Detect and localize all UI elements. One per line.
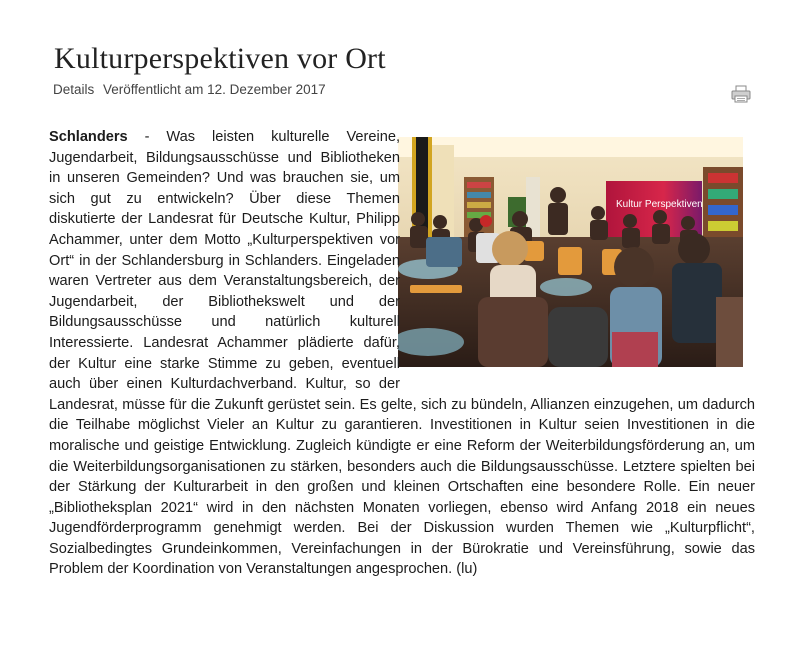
article-dateline: Schlanders [49, 129, 128, 145]
print-icon[interactable] [731, 85, 751, 103]
article-title: Kulturperspektiven vor Ort [54, 42, 386, 76]
photo-banner-text: Kultur Perspektiven [616, 199, 703, 210]
article-body-text: - Was leisten kulturelle Vereine, Jugendarbeit, Bildungsausschüsse und Bibliotheken in unseren Gemeinden? Und was brauchen sie, um sich gut zu entwickeln? Über diese Themen diskutierte der Landesrat für Deutsche Kultur, Philipp Achammer, unter dem Motto „Kulturperspektiven vor Ort“ in der Schlandersburg in Schlanders. Eingeladen waren Vertreter aus dem Veranstaltungsbereich, der Jugendarbeit, der Bibliothekswelt und der Bildungsausschüsse und natürlich kulturell Interessierte. Landesrat Achammer plädierte dafür, der Kultur eine starke Stimme zu geben, eventuell auch über einen Kulturdachverband. Kultur, so der Landesrat, müsse für die Zukunft gerüstet sein. Es gelte, sich zu bündeln, Allianzen einzugehen, um dadurch die Teilhabe möglichst Vieler an Kultur zu garantieren. Investitionen in Kultur seien Investitionen in die moralische und geistige Entwicklung. Zugleich kündigte er eine Reform der Weiterbildungsförderung an, um die Weiterbildungsorganisationen zu stärken, besonders auch die Bildungsausschüsse. Letztere spielten bei der Stärkung der Kulturarbeit in den großen und kleinen Ortschaften eine besondere Rolle. Ein neuer „Bibliotheksplan 2021“ wird in den nächsten Monaten vorliegen, ebenso wird Anfang 2018 ein neues Jugendförderprogramm genehmigt werden. Bei der Diskussion wurden Themen wie „Kulturpflicht“, Sozialbedingtes Grundeinkommen, Vereinfachungen in der Bürokratie und Vereinsführung, sowie das Problem der Koordination von Veranstaltungen angesprochen. (lu) [49, 129, 755, 578]
article-meta [53, 82, 331, 97]
meta-details-label: Details [53, 82, 95, 97]
meta-published-date: Veröffentlicht am 12. Dezember 2017 [103, 82, 326, 97]
article-body [49, 127, 755, 580]
